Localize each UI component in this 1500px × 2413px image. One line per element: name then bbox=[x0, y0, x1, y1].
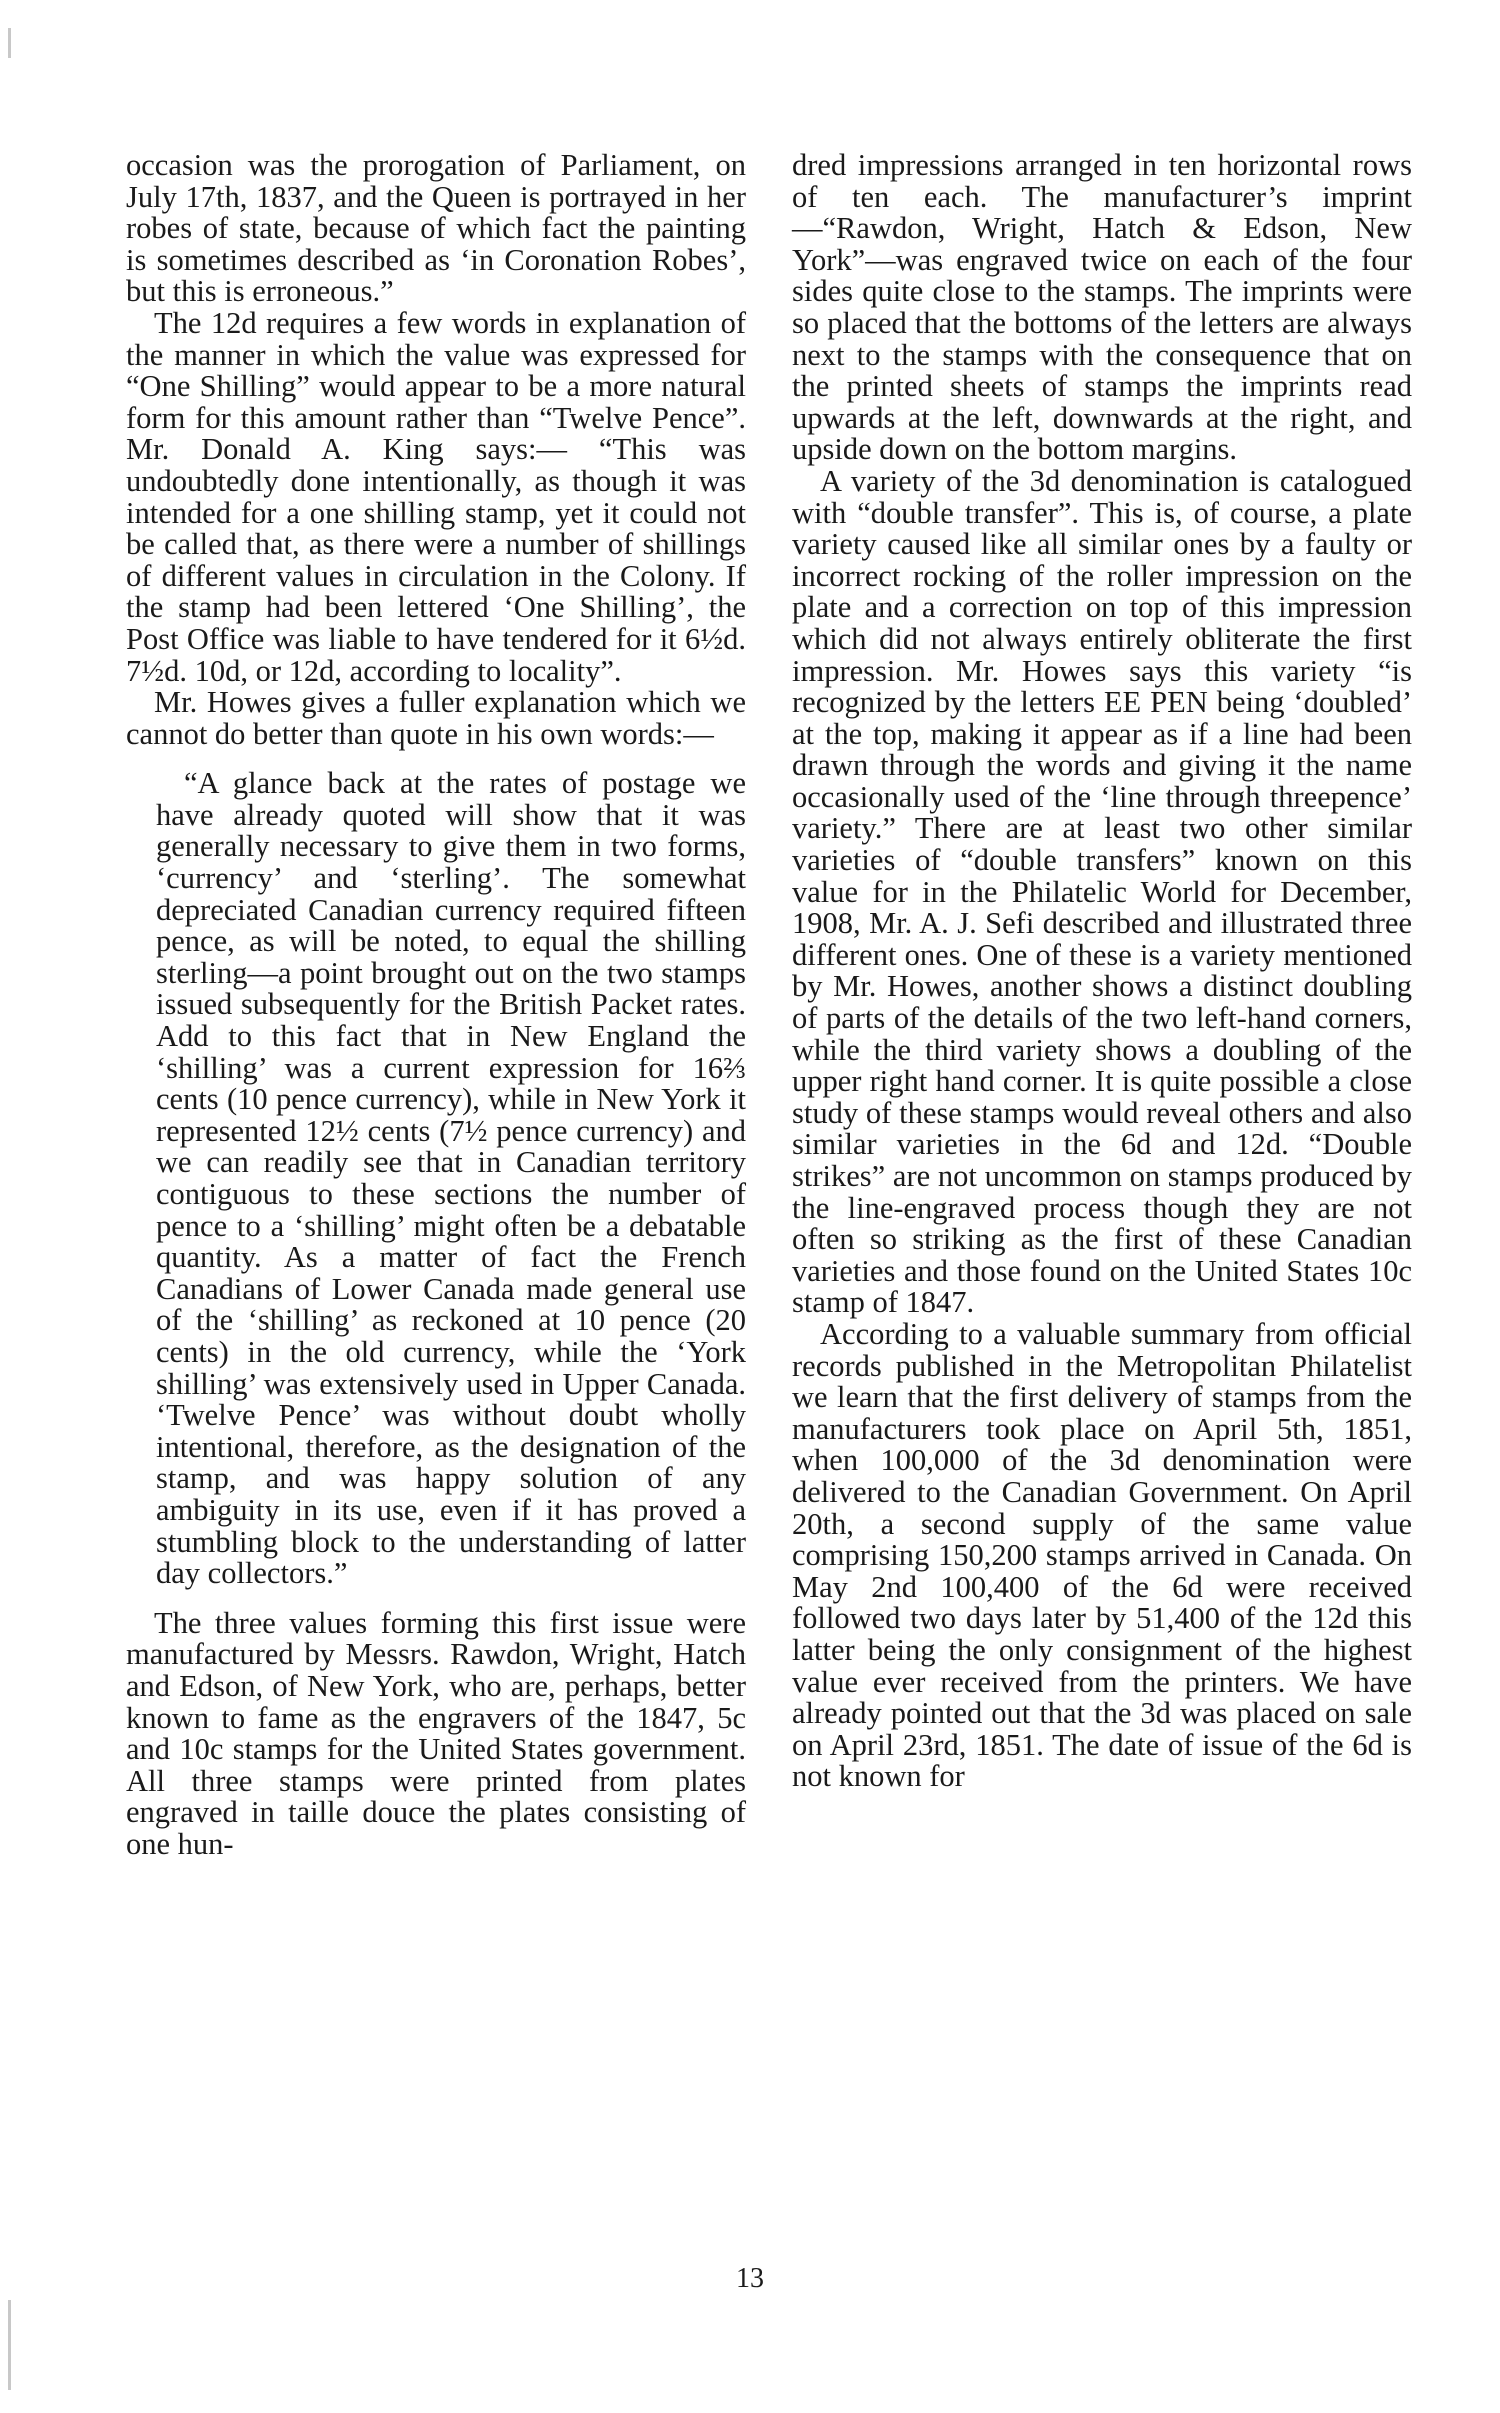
right-paragraph-3: According to a valuable summary from official records published in the Metropolitan Philatelist we learn that the first delivery of stamps from the manufacturers took place on April 5th, 1851, when 100,000 of the 3d denomination were delivered to the Canadian Government. On April 20th, a second supply of the same value comprising 150,200 stamps arrived in Canada. On May 2nd 100,400 of the 6d were received followed two days later by 51,400 of the 12d this latter being the only consignment of the highest value ever received from the printers. We have already pointed out that the 3d was placed on sale on April 23rd, 1851. The date of issue of the 6d is not known for bbox=[792, 1316, 1412, 1794]
left-paragraph-2: The 12d requires a few words in explanation of the manner in which the value was expressed for “One Shilling” would appear to be a more natural form for this amount rather than “Twelve Pence”. Mr. Donald A. King says:— “This was undoubtedly done intentionally, as though it was intended for a one shilling stamp, yet it could not be called that, as there were a number of shillings of different values in circulation in the Colony. If the stamp had been lettered ‘One Shilling’, the Post Office was liable to have tendered for it 6½d. 7½d. 10d, or 12d, according to locality”. bbox=[126, 305, 746, 688]
left-paragraph-4: The three values forming this first issue were manufactured by Messrs. Rawdon, Wright, Hatch and Edson, of New York, who are, perhaps, better known to fame as the engravers of the 1847, 5c and 10c stamps for the United States government. All three stamps were printed from plates engraved in taille douce the plates consisting of one hun- bbox=[126, 1605, 746, 1861]
right-paragraph-2: A variety of the 3d denomination is catalogued with “double transfer”. This is, of course, a plate variety caused like all similar ones by a faulty or incorrect rocking of the roller impression on the plate and a correction on top of this impression which did not always entirely obliterate the first impression. Mr. Howes says this variety “is recognized by the letters EE PEN being ‘doubled’ at the top, making it appear as if a line had been drawn through the words and giving it the name occasionally used of the ‘line through threepence’ variety.” There are at least two other similar varieties of “double transfers” known on this value for in the Philatelic World for December, 1908, Mr. A. J. Sefi described and illustrated three different ones. One of these is a variety mentioned by Mr. Howes, another shows a distinct doubling of parts of the details of the two left-hand corners, while the third variety shows a doubling of the upper right hand corner. It is quite possible a close study of these stamps would reveal others and also similar varieties in the 6d and 12d. “Double strikes” are not uncommon on stamps produced by the line-engraved process though they are not often so striking as the first of these Canadian varieties and those found on the United States 10c stamp of 1847. bbox=[792, 463, 1412, 1320]
page-number: 13 bbox=[736, 2263, 764, 2294]
right-column bbox=[792, 150, 1412, 1793]
left-paragraph-1: occasion was the prorogation of Parliament, on July 17th, 1837, and the Queen is portrayed in her robes of state, because of which fact the painting is sometimes described as ‘in Coronation Robes’, but this is erroneous.” bbox=[126, 148, 746, 309]
scan-edge-mark-bottom bbox=[8, 2300, 11, 2390]
left-column bbox=[126, 150, 746, 1860]
left-paragraph-3: Mr. Howes gives a fuller explanation which we cannot do better than quote in his own words:— bbox=[126, 685, 746, 751]
howes-quotation: “A glance back at the rates of postage we have already quoted will show that it was generally necessary to give them in two forms, ‘currency’ and ‘sterling’. The somewhat depreciated Canadian currency required fifteen pence, as will be noted, to equal the shilling sterling—a point brought out on the two stamps issued subsequently for the British Packet rates. Add to this fact that in New England the ‘shilling’ was a current expression for 16⅔ cents (10 pence currency), while in New York it represented 12½ cents (7½ pence currency) and we can readily see that in Canadian territory contiguous to these sections the number of pence to a ‘shilling’ might often be a debatable quantity. As a matter of fact the French Canadians of Lower Canada made general use of the ‘shilling’ as reckoned at 10 pence (20 cents) in the old currency, while the ‘York shilling’ was extensively used in Upper Canada. ‘Twelve Pence’ was without doubt wholly intentional, therefore, as the designation of the stamp, and was happy solution of any ambiguity in its use, even if it has proved a stumbling block to the understanding of latter day collectors.” bbox=[156, 766, 746, 1591]
right-paragraph-1: dred impressions arranged in ten horizontal rows of ten each. The manufacturer’s imprint—“Rawdon, Wright, Hatch & Edson, New York”—was engraved twice on each of the four sides quite close to the stamps. The imprints were so placed that the bottoms of the letters are always next to the stamps with the consequence that on the printed sheets of stamps the imprints read upwards at the left, downwards at the right, and upside down on the bottom margins. bbox=[792, 148, 1412, 467]
scan-edge-mark-top bbox=[8, 28, 11, 58]
